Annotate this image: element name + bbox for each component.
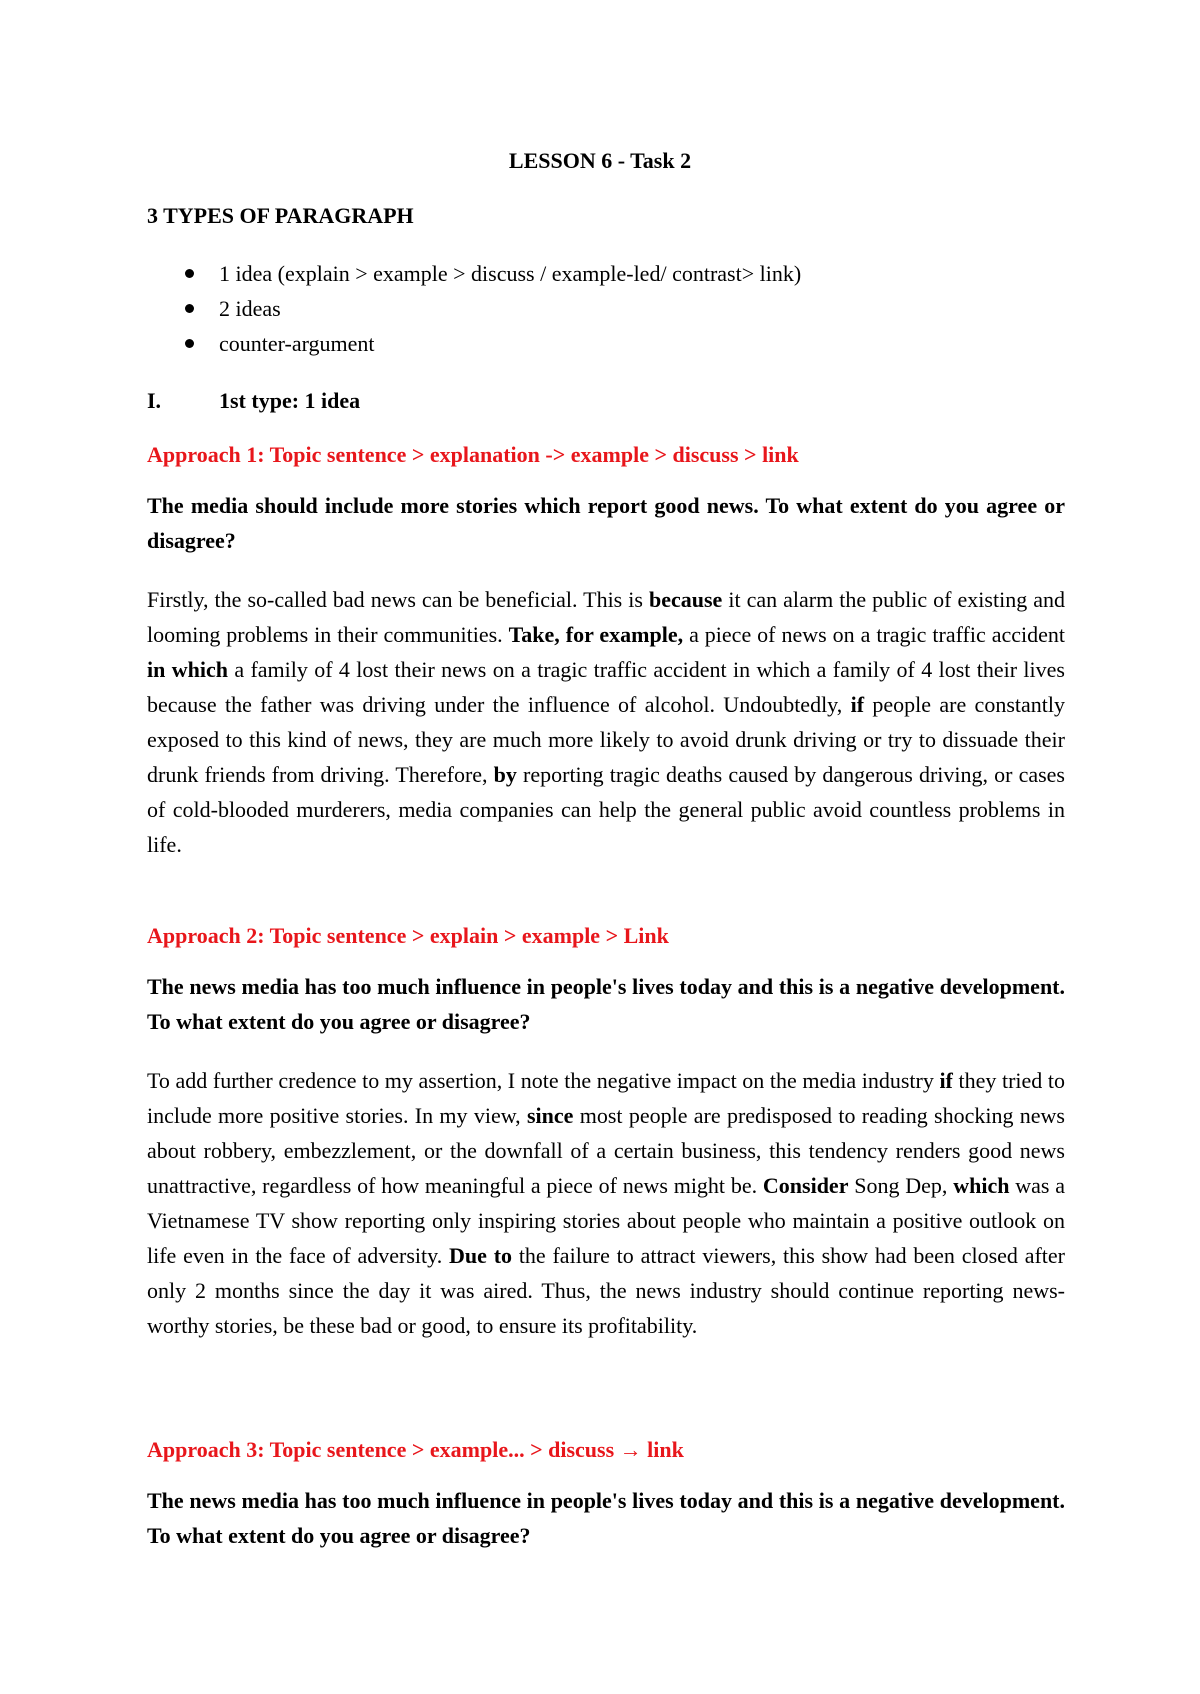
- bullet-icon: [185, 269, 194, 278]
- paragraph-types-list: [147, 259, 1047, 364]
- list-item: 2 ideas: [147, 294, 1047, 329]
- section-heading: 3 TYPES OF PARAGRAPH: [147, 203, 414, 228]
- approach-2-label: Approach 2: Topic sentence > explain > example > Link: [147, 923, 669, 948]
- section-label: 1st type: 1 idea: [219, 388, 361, 413]
- section-number: I.: [147, 388, 162, 413]
- approach-3-question: The news media has too much influence in people's lives today and this is a negative development. To what extent do you agree or disagree?: [147, 1488, 1065, 1548]
- approach-2-paragraph: To add further credence to my assertion, I note the negative impact on the media industry if they tried to include more positive stories. In my view, since most people are predisposed to reading shocking news about robbery, embezzlement, or the downfall of a certain business, this tendency renders good news unattractive, regardless of how meaningful a piece of news might be. Consider Song Dep, which was a Vietnamese TV show reporting only inspiring stories about people who maintain a positive outlook on life even in the face of adversity. Due to the failure to attract viewers, this show had been closed after only 2 months since the day it was aired. Thus, the news industry should continue reporting news-worthy stories, be these bad or good, to ensure its profitability.: [147, 1068, 1066, 1338]
- approach-1-paragraph: Firstly, the so-called bad news can be beneficial. This is because it can alarm the public of existing and looming problems in their communities. Take, for example, a piece of news on a tragic traffic accident in which a family of 4 lost their news on a tragic traffic accident in which a family of 4 lost their lives because the father was driving under the influence of alcohol. Undoubtedly, if people are constantly exposed to this kind of news, they are much more likely to avoid drunk driving or try to dissuade their drunk friends from driving. Therefore, by reporting tragic deaths caused by dangerous driving, or cases of cold-blooded murderers, media companies can help the general public avoid countless problems in life.: [147, 587, 1065, 857]
- approach-1-label: Approach 1: Topic sentence > explanation -> example > discuss > link: [147, 442, 799, 467]
- bullet-icon: [185, 339, 194, 348]
- bullet-icon: [185, 304, 194, 313]
- section-title: [147, 386, 360, 416]
- approach-2-question: The news media has too much influence in people's lives today and this is a negative development. To what extent do you agree or disagree?: [147, 974, 1065, 1034]
- approach-3-label: Approach 3: Topic sentence > example... > discuss → link: [147, 1437, 684, 1462]
- list-item: 1 idea (explain > example > discuss / example-led/ contrast> link): [147, 259, 1047, 294]
- lesson-title: LESSON 6 - Task 2: [508, 148, 692, 173]
- list-item: counter-argument: [147, 329, 1047, 364]
- approach-1-question: The media should include more stories which report good news. To what extent do you agree or disagree?: [147, 493, 1065, 553]
